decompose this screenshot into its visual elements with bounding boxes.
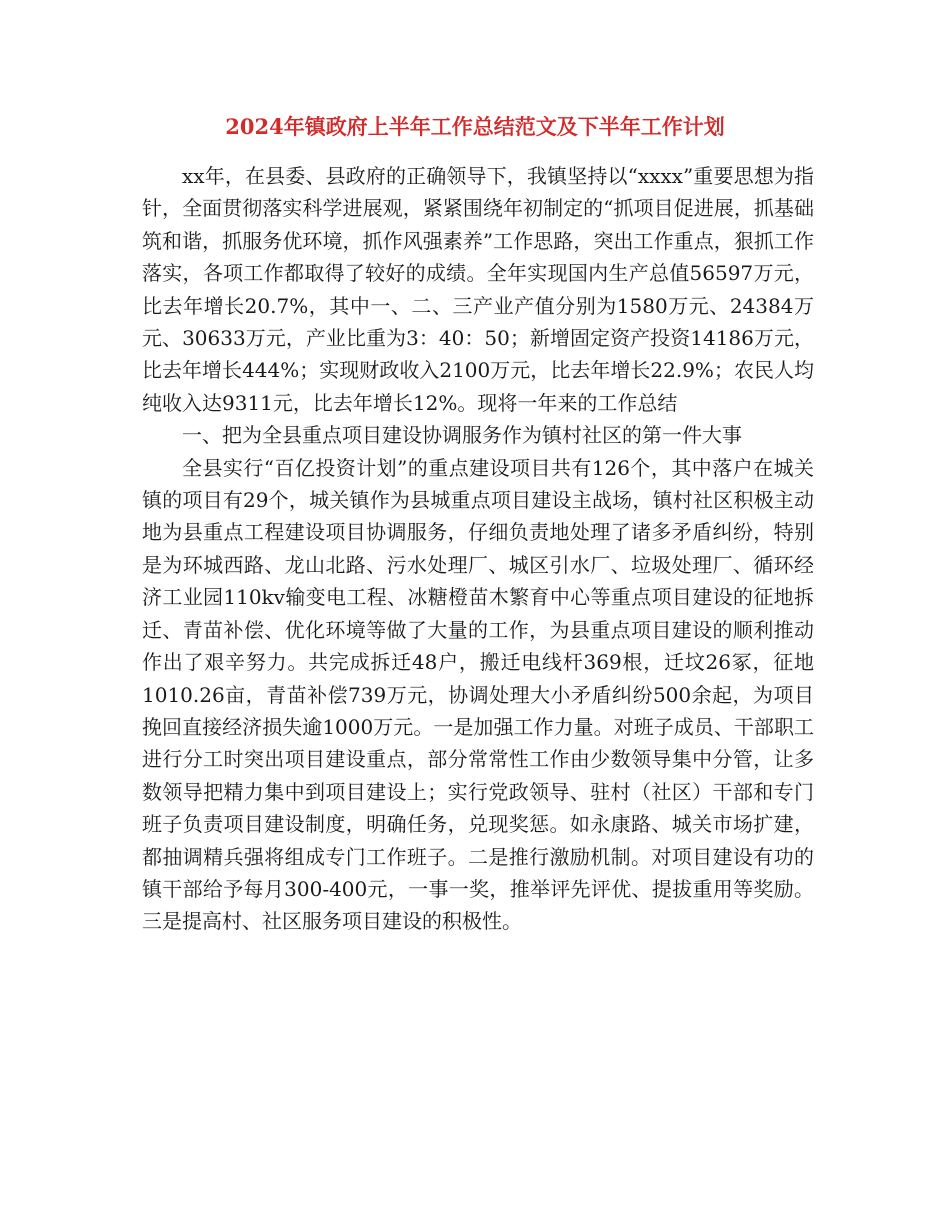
- paragraph-section-heading: 一、把为全县重点项目建设协调服务作为镇村社区的第一件大事: [182, 423, 742, 448]
- paragraph-projects: 全县实行“百亿投资计划”的重点建设项目共有126个，其中落户在城关镇的项目有29个，城关镇作为县城重点项目建设主战场，镇村社区积极主动地为县重点工程建设项目协调服务，仔细负责地处理了诸多矛盾纠纷，特别是为环城西路、龙山北路、污水处理厂、城区引水厂、垃圾处理厂、循环经济工业园110kv输变电工程、冰糖橙苗木繁育中心等重点项目建设的征地拆迁、青苗补偿、优化环境等做了大量的工作，为县重点项目建设的顺利推动作出了艰辛努力。共完成拆迁48户，搬迁电线杆369根，迁坟26冢，征地1010.26亩，青苗补偿739万元，协调处理大小矛盾纠纷500余起，为项目挽回直接经济损失逾1000万元。一是加强工作力量。对班子成员、干部职工进行分工时突出项目建设重点，部分常常性工作由少数领导集中分管，让多数领导把精力集中到项目建设上；实行党政领导、驻村（社区）干部和专门班子负责项目建设制度，明确任务，兑现奖惩。如永康路、城关市场扩建，都抽调精兵强将组成专门工作班子。二是推行激励机制。对项目建设有功的镇干部给予每月300-400元，一事一奖，推举评先评优、提拔重用等奖励。三是提高村、社区服务项目建设的积极性。: [142, 455, 814, 934]
- document-title: 2024年镇政府上半年工作总结范文及下半年工作计划: [225, 114, 725, 139]
- paragraph-intro: xx年，在县委、县政府的正确领导下，我镇坚持以“xxxx”重要思想为指针，全面贯彻落实科学进展观，紧紧围绕年初制定的“抓项目促进展，抓基础筑和谐，抓服务优环境，抓作风强素养”工作思路，突出工作重点，狠抓工作落实，各项工作都取得了较好的成绩。全年实现国内生产总值56597万元，比去年增长20.7%，其中一、二、三产业产值分别为1580万元、24384万元、30633万元，产业比重为3：40：50；新增固定资产投资14186万元，比去年增长444%；实现财政收入2100万元，比去年增长22.9%；农民人均纯收入达9311元，比去年增长12%。现将一年来的工作总结: [142, 164, 814, 415]
- document-body: [142, 160, 814, 938]
